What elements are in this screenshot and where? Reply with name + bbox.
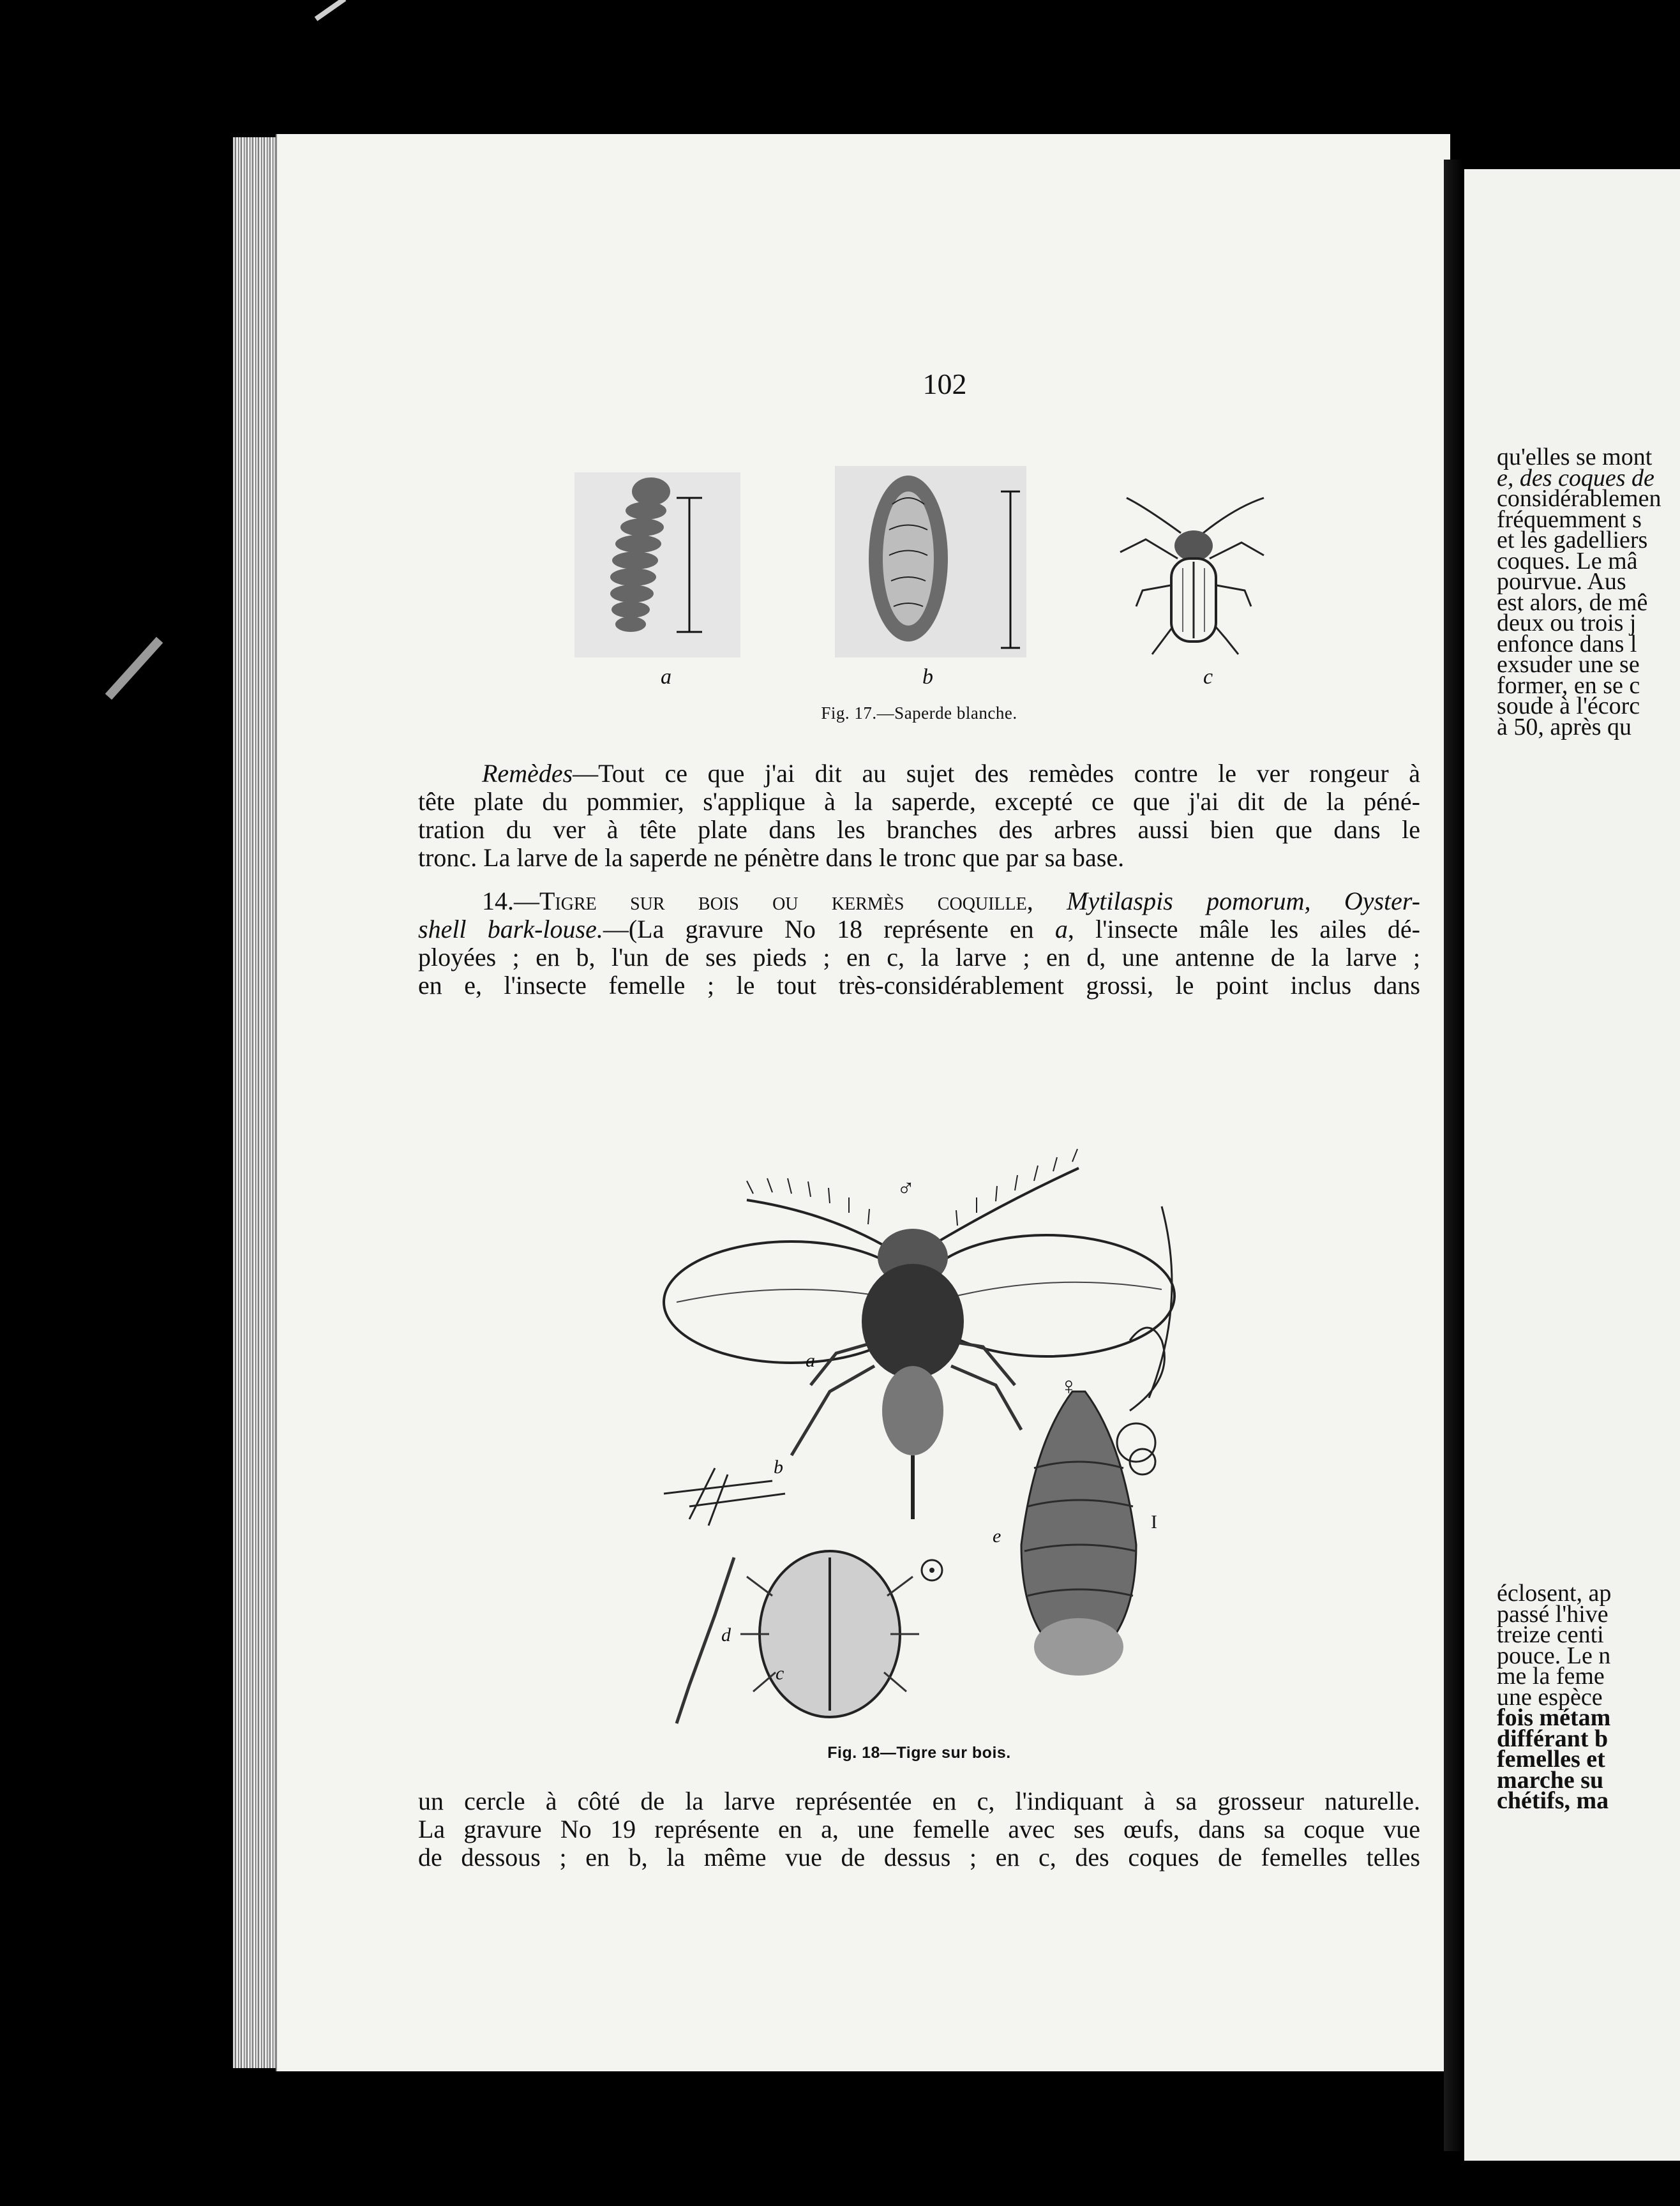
text-line: femelles et: [1497, 1746, 1605, 1773]
text-line-content: —(La gravure No 18 représente en: [603, 915, 1034, 943]
english-name-part1: Oyster-: [1344, 887, 1421, 915]
latin-name: Mytilaspis pomorum,: [1067, 887, 1311, 915]
figure-18-label-a: a: [806, 1350, 815, 1371]
figure-17-label-a: a: [661, 665, 671, 689]
figure-17-label-b: b: [922, 665, 933, 689]
text-line: deux ou trois j: [1497, 610, 1637, 636]
text-line: en e, l'insecte femelle ; le tout très-considérablement grossi, le point inclus dans: [418, 971, 1420, 1000]
text-line: considérablemen: [1497, 485, 1661, 512]
text-line: à 50, après qu: [1497, 713, 1632, 740]
figure-18-label-male-symbol: ♂: [897, 1175, 915, 1202]
paragraph-continued: [418, 1787, 1420, 1872]
text-line: ployées ; en b, l'un de ses pieds ; en c, la larve ; en d, une antenne de la larve ;: [418, 943, 1420, 972]
figure-18-label-e: e: [993, 1526, 1001, 1547]
text-line: est alors, de mê: [1497, 589, 1648, 616]
figure-18-label-c: c: [776, 1663, 784, 1684]
letter-ref: a: [1054, 915, 1068, 943]
figure-17-label-c: c: [1203, 665, 1213, 689]
section-title: Tigre sur bois ou kermès coquille,: [539, 887, 1033, 915]
book-page-edges: [233, 137, 281, 2068]
figure-18-label-natural-size-dot: [919, 1577, 938, 1603]
text-line: et les gadelliers: [1497, 527, 1648, 553]
figure-18-label-d: d: [721, 1624, 731, 1646]
figure-17-larva-illustration: [574, 472, 740, 657]
text-line: marche su: [1497, 1766, 1604, 1794]
text-line: une espèce: [1497, 1683, 1603, 1711]
scan-artifact: [315, 0, 347, 21]
text-line: fois métam: [1497, 1704, 1611, 1731]
text-line: enfonce dans l: [1497, 630, 1637, 657]
text-line: tête plate du pommier, s'applique à la saperde, excepté ce que j'ai dit de la péné-: [418, 787, 1420, 816]
left-book-page: [276, 134, 1450, 2071]
figure-17-pupa-illustration: [835, 466, 1026, 657]
text-line: former, en se c: [1497, 672, 1640, 699]
figure-18-label-I: I: [1151, 1512, 1157, 1533]
text-line: différant b: [1497, 1725, 1609, 1752]
text-line: me la feme: [1497, 1663, 1605, 1690]
paragraph-remedes: [418, 760, 1420, 872]
text-line: chétifs, ma: [1497, 1787, 1609, 1814]
right-page-top-text: [1497, 444, 1680, 740]
text-line: tration du ver à tête plate dans les branches des arbres aussi bien que dans le: [418, 815, 1420, 844]
text-line: pouce. Le n: [1497, 1642, 1611, 1669]
text-line: soude à l'écorc: [1497, 693, 1640, 719]
figure-18-label-female-symbol: ♀: [1060, 1373, 1078, 1400]
book-gutter: [1444, 160, 1463, 2151]
text-line-content: —Tout ce que j'ai dit au sujet des remèdes contre le ver rongeur à: [573, 759, 1420, 788]
figure-17-beetle-illustration: [1107, 495, 1299, 661]
text-line: qu'elles se mont: [1497, 444, 1653, 470]
right-page-bottom-text: [1497, 1580, 1680, 1814]
text-line: éclosent, ap: [1497, 1580, 1612, 1607]
scan-artifact: [105, 637, 163, 700]
text-line: passé l'hive: [1497, 1600, 1609, 1628]
section-number: 14.—: [482, 887, 539, 915]
english-name-part2: shell bark-louse.: [418, 915, 603, 943]
text-line: [418, 915, 1420, 943]
text-line: [418, 760, 1420, 788]
figure-18-caption: Fig. 18—Tigre sur bois.: [827, 1744, 1011, 1762]
text-line: fréquemment s: [1497, 506, 1642, 533]
figure-17-caption: Fig. 17.—Saperde blanche.: [821, 703, 1017, 723]
text-line: pourvue. Aus: [1497, 568, 1626, 595]
text-line: exsuder une se: [1497, 651, 1640, 678]
paragraph-tigre-sur-bois: [418, 887, 1420, 1000]
figure-18-label-b: b: [774, 1457, 783, 1478]
remedes-heading: Remèdes: [482, 759, 573, 788]
text-line: e, des coques de: [1497, 464, 1654, 491]
text-line: coques. Le mâ: [1497, 547, 1638, 574]
text-line: La gravure No 19 représente en a, une femelle avec ses œufs, dans sa coque vue: [418, 1815, 1420, 1843]
text-line: [418, 887, 1420, 915]
text-line: de dessous ; en b, la même vue de dessus ; en c, des coques de femelles telles: [418, 1843, 1420, 1872]
text-line: treize centi: [1497, 1621, 1604, 1648]
text-line-content: , l'insecte mâle les ailes dé-: [1067, 915, 1420, 943]
page-number: 102: [922, 368, 967, 400]
text-line: tronc. La larve de la saperde ne pénètre dans le tronc que par sa base.: [418, 843, 1125, 872]
text-line: un cercle à côté de la larve représentée en c, l'indiquant à sa grosseur naturelle.: [418, 1787, 1420, 1815]
